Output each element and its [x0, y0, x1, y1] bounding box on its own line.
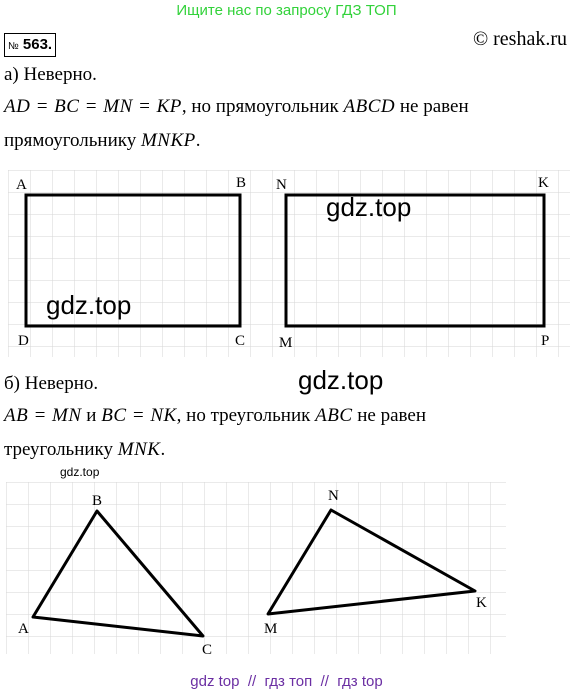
part-a-line1: [4, 96, 469, 118]
vertex-label-k: K: [476, 595, 487, 611]
part-b-text3: треугольнику: [4, 439, 118, 460]
grid-background: [8, 170, 570, 357]
part-b-math4: MNK: [117, 439, 161, 460]
part-a-end: .: [195, 130, 201, 151]
part-b-text1: , но треугольник: [176, 405, 316, 426]
part-a-math3: MNKP: [140, 130, 196, 151]
promo-banner: Ищите нас по запросу ГДЗ ТОП: [176, 2, 397, 19]
part-b-and: и: [81, 405, 102, 426]
watermark: gdz.top: [46, 290, 132, 320]
vertex-label-a: A: [18, 621, 29, 637]
part-b-math2: BC = NK: [101, 405, 177, 426]
vertex-label-b: B: [92, 493, 103, 509]
part-a-text2: не равен: [395, 96, 469, 117]
part-b-math3: ABC: [315, 405, 353, 426]
vertex-label-m: M: [279, 335, 293, 351]
vertex-label-c: C: [235, 333, 246, 349]
vertex-label-m: M: [264, 621, 278, 637]
vertex-label-b: B: [236, 175, 247, 191]
number-sign: №: [8, 41, 19, 52]
vertex-label-n: N: [328, 488, 339, 504]
part-b-line1: [4, 405, 426, 427]
part-b-heading: б) Неверно.: [4, 373, 99, 394]
part-a-math1: AD = BC = MN = KP: [4, 96, 182, 117]
vertex-label-p: P: [541, 333, 550, 349]
watermark: gdz.top: [326, 192, 412, 222]
vertex-label-d: D: [18, 333, 29, 349]
site-credit: © reshak.ru: [472, 28, 567, 50]
vertex-label-k: K: [538, 175, 549, 191]
vertex-label-a: A: [16, 177, 27, 193]
vertex-label-c: C: [202, 642, 213, 658]
triangles-figure: [0, 478, 573, 668]
part-b-line2: [4, 439, 165, 461]
grid-background: [6, 482, 506, 654]
exercise-number-value: 563.: [22, 36, 53, 53]
footer-links: gdz top // гдз топ // гдз top: [190, 673, 383, 690]
part-a-text3: прямоугольнику: [4, 130, 141, 151]
part-a-math2: ABCD: [343, 96, 396, 117]
part-b-end: .: [160, 439, 166, 460]
vertex-label-n: N: [276, 177, 287, 193]
part-b-math1: AB = MN: [4, 405, 82, 426]
exercise-number: [4, 33, 56, 57]
part-a-text1: , но прямоугольник: [181, 96, 344, 117]
watermark: gdz.top: [60, 465, 100, 479]
part-a-heading: а) Неверно.: [4, 64, 97, 85]
part-a-line2: [4, 130, 201, 152]
part-b-text2: не равен: [352, 405, 427, 426]
watermark: gdz.top: [298, 365, 384, 395]
rectangles-figure: [0, 165, 573, 365]
